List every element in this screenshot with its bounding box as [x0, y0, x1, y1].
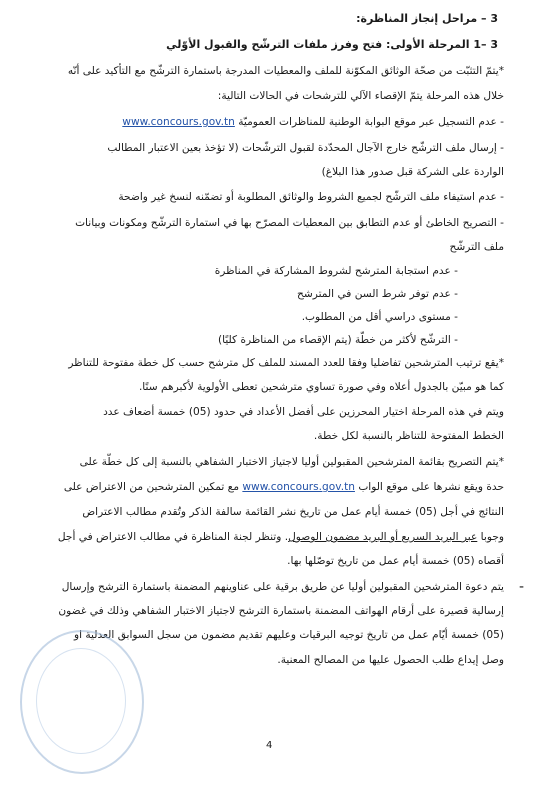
paragraph-text: وجوبا: [480, 531, 504, 543]
paragraph-text: حدة ويقع نشرها على موقع الواب: [358, 481, 504, 493]
list-item: - مستوى دراسي أقل من المطلوب.: [301, 311, 458, 323]
page-number: 4: [266, 740, 273, 751]
stamp-inner-ring: [36, 648, 126, 754]
list-item-continuation: الواردة على الشركة قبل صدور هذا البلاغ): [321, 166, 504, 178]
list-item-continuation: ملف الترشّح: [449, 241, 504, 253]
paragraph-line: [58, 530, 504, 544]
list-item: - إرسال ملف الترشّح خارج الآجال المحدّدة لقبول الترشّحات (لا تؤخذ بعين الاعتبار المطالب: [107, 142, 504, 154]
subsection-heading: 3 –1 المرحلة الأولى: فتح وفرز ملفات الترشّح والقبول الأوّلي: [166, 38, 498, 51]
underlined-text: عبر البريد السريع أو البريد مضمون الوصول: [288, 531, 478, 543]
paragraph-line: خلال هذه المرحلة يتمّ الإقصاء الآلي للترشحات في الحالات التالية:: [217, 90, 504, 102]
paragraph-line: النتائج في أجل (05) خمسة أيام عمل من تاريخ نشر القائمة سالفة الذكر وتُقدم مطالب الاعتراض: [82, 506, 504, 518]
official-stamp: [20, 630, 144, 774]
paragraph-line: (05) خمسة أيّام عمل من تاريخ توجيه البرقيات وعليهم تقديم مضمون من سجل السوابق العدلية او: [73, 629, 504, 641]
list-item: - عدم استجابة المترشح لشروط المشاركة في المناظرة: [214, 265, 458, 277]
paragraph-line: كما هو مبيّن بالجدول أعلاه وفي صورة تساوي مترشحين تعطى الأولوية لأكبرهم سنًا.: [138, 381, 504, 393]
paragraph-line: *يتم التصريح بقائمة المترشحين المقبولين أوليا لاجتياز الاختبار الشفاهي بالنسبة إلى كل خطّة على: [79, 456, 504, 468]
list-item: - عدم استيفاء ملف الترشّح لجميع الشروط والوثائق المطلوبة أو تضمّنه لنسخ غير واضحة: [118, 191, 504, 203]
paragraph-line: *يقع ترتيب المترشحين تفاضليا وفقا للعدد المسند للملف كل مترشح حسب كل خطة مفتوحة للتناظر: [68, 357, 504, 369]
concours-link[interactable]: www.concours.gov.tn: [122, 116, 235, 128]
paragraph-line: إرسالية قصيرة على أرقام الهواتف المضمنة باستمارة الترشح لاجتياز الاختبار الشفاهي وذلك في غضون: [58, 605, 504, 617]
paragraph-text: مع تمكين المترشحين من الاعتراض على: [63, 481, 239, 493]
paragraph-text: . وتنظر لجنة المناظرة في مطالب الاعتراض في أجل: [57, 531, 289, 543]
section-heading: 3 – مراحل إنجاز المناظرة:: [356, 12, 498, 25]
list-item: - الترشّح لأكثر من خطّة (يتم الإقصاء من المناظرة كليًا): [217, 334, 458, 346]
paragraph-line: يتم دعوة المترشحين المقبولين أوليا عن طريق برقية على عناوينهم المضمنة باستمارة الترشح وإرسال: [61, 581, 504, 593]
bullet-dash: -: [518, 579, 524, 595]
paragraph-line: الخطط المفتوحة للتناظر بالنسبة لكل خطة.: [313, 430, 504, 442]
paragraph-line: *يتمّ التثبّت من صحّة الوثائق المكوّنة للملف والمعطيات المدرجة باستمارة الترشّح مع التأكيد على أنّه: [67, 65, 504, 77]
list-item: - عدم توفر شرط السن في المترشح: [297, 288, 458, 300]
paragraph-line: أقصاه (05) خمسة أيام عمل من تاريخ توصّلها بها.: [287, 555, 504, 567]
concours-link[interactable]: www.concours.gov.tn: [242, 481, 355, 493]
paragraph-line: ويتم في هذه المرحلة اختيار المحرزين على أفضل الأعداد في حدود (05) خمسة أضعاف عدد: [103, 406, 504, 418]
paragraph-line: [64, 480, 504, 494]
list-item: - التصريح الخاطئ أو عدم التطابق بين المعطيات المصرّح بها في استمارة الترشّح ومكونات وبيانات: [75, 217, 504, 229]
list-item-text: - عدم التسجيل عبر موقع البوابة الوطنية للمناظرات العموميّة: [238, 116, 504, 128]
list-item: [122, 115, 504, 129]
paragraph-line: وصل إيداع طلب الحصول عليها من المصالح المعنية.: [277, 654, 504, 666]
